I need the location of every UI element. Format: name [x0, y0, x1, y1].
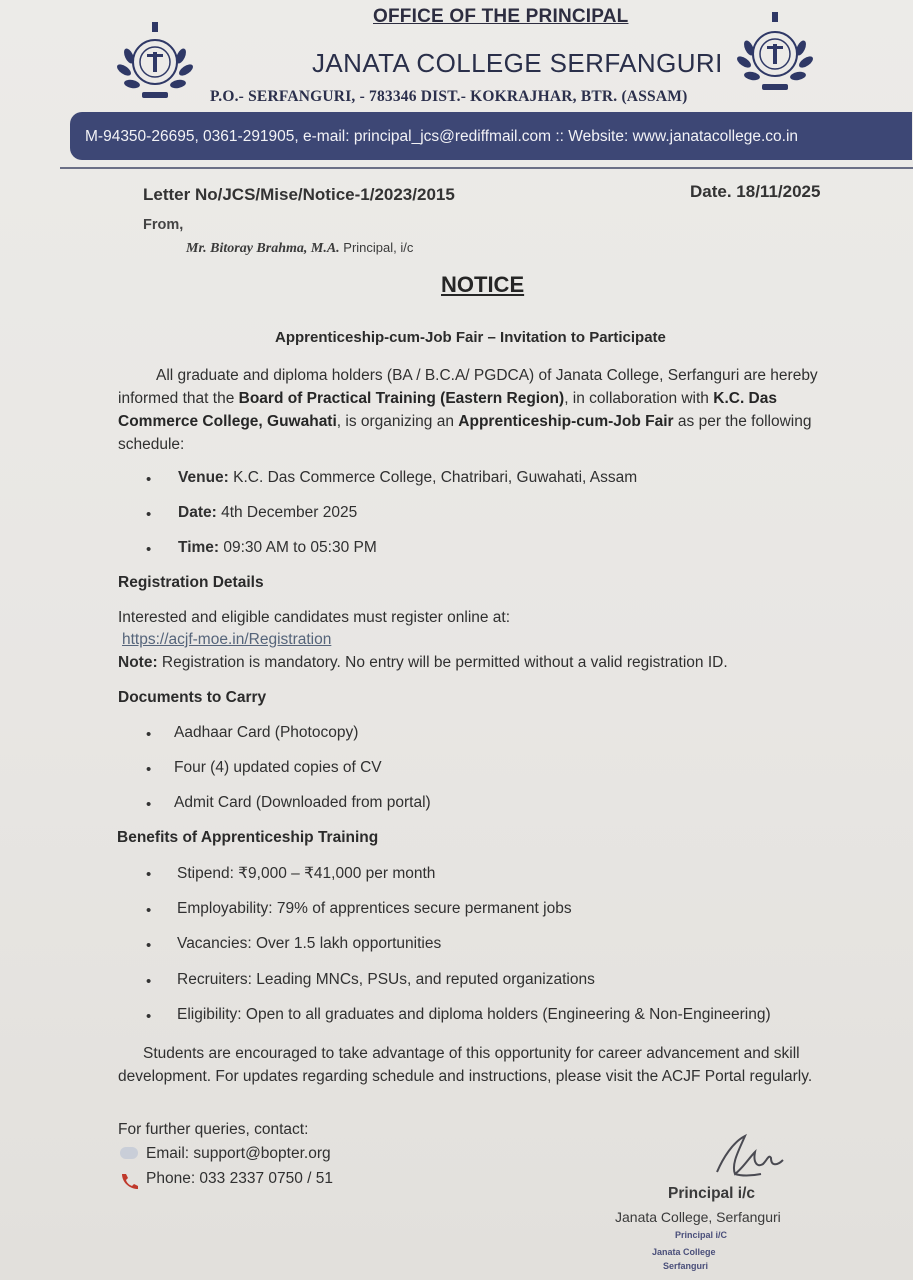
bullet-icon: • — [146, 726, 152, 743]
handwritten-signature — [705, 1128, 795, 1188]
bullet-icon: • — [146, 761, 152, 778]
bullet-icon: • — [146, 866, 152, 883]
bullet-icon: • — [146, 796, 152, 813]
office-heading: OFFICE OF THE PRINCIPAL — [373, 6, 629, 27]
schedule-date-value: 4th December 2025 — [216, 504, 358, 521]
contact-band-text: M-94350-26695, 0361-291905, e-mail: principal_jcs@rediffmail.com :: Website: www.janatacollege.co.in — [85, 128, 799, 145]
sender-name: Mr. Bitoray Brahma, M.A. — [186, 241, 340, 256]
registration-heading: Registration Details — [118, 574, 264, 591]
email-icon — [120, 1147, 138, 1159]
contact-heading: For further queries, contact: — [118, 1121, 309, 1138]
letter-date: Date. 18/11/2025 — [690, 182, 821, 201]
bullet-icon: • — [146, 902, 152, 919]
from-label: From, — [143, 217, 184, 233]
college-emblem-right-icon — [732, 8, 818, 94]
schedule-venue-label: Venue: — [178, 469, 229, 486]
signature-title: Principal i/c — [668, 1185, 756, 1202]
benefit-item: Employability: 79% of apprentices secure permanent jobs — [177, 900, 572, 917]
intro-bold-3: Apprenticeship-cum-Job Fair — [458, 413, 674, 430]
document-item: Aadhaar Card (Photocopy) — [174, 724, 359, 741]
notice-title: NOTICE — [441, 272, 525, 297]
note-text: Registration is mandatory. No entry will be permitted without a valid registration ID. — [157, 654, 728, 671]
schedule-venue — [178, 469, 637, 487]
intro-text-4: as per the following schedule: — [118, 413, 812, 453]
registration-link[interactable]: https://acjf-moe.in/Registration — [122, 631, 332, 648]
college-address: P.O.- SERFANGURI, - 783346 DIST.- KOKRAJHAR, BTR. (ASSAM) — [210, 88, 688, 105]
stamp-line-1: Principal i/C — [675, 1230, 728, 1240]
header-divider — [60, 167, 913, 169]
bullet-icon: • — [146, 471, 152, 488]
closing-paragraph: Students are encouraged to take advantage of this opportunity for career advancement and skill development. For updates regarding schedule and instructions, please visit the ACJF Portal regularly. — [118, 1045, 813, 1085]
bullet-icon: • — [146, 973, 152, 990]
contact-phone[interactable]: Phone: 033 2337 0750 / 51 — [146, 1170, 334, 1187]
intro-bold-2: K.C. Das Commerce College, Guwahati — [118, 390, 777, 430]
letter-number: Letter No/JCS/Mise/Notice-1/2023/2015 — [143, 185, 455, 204]
registration-note — [118, 654, 728, 672]
benefit-item: Recruiters: Leading MNCs, PSUs, and reputed organizations — [177, 971, 595, 988]
schedule-time-value: 09:30 AM to 05:30 PM — [219, 539, 377, 556]
benefit-item: Eligibility: Open to all graduates and diploma holders (Engineering & Non-Engineering) — [177, 1006, 771, 1023]
signature-org: Janata College, Serfanguri — [615, 1209, 781, 1225]
documents-heading: Documents to Carry — [118, 689, 267, 706]
bullet-icon: • — [146, 541, 152, 558]
benefits-heading: Benefits of Apprenticeship Training — [117, 829, 379, 846]
stamp-line-3: Serfanguri — [663, 1261, 709, 1271]
schedule-date — [178, 504, 357, 522]
bullet-icon: • — [146, 1008, 152, 1025]
intro-text-2: , in collaboration with — [564, 390, 714, 407]
stamp-line-2: Janata College — [652, 1247, 716, 1257]
intro-text-3: , is organizing an — [336, 413, 459, 430]
schedule-time — [178, 539, 377, 557]
benefit-item: Stipend: ₹9,000 – ₹41,000 per month — [177, 865, 436, 882]
intro-bold-1: Board of Practical Training (Eastern Region) — [238, 390, 565, 407]
notice-subject: Apprenticeship-cum-Job Fair – Invitation to Participate — [275, 329, 666, 346]
phone-icon — [119, 1172, 139, 1190]
benefit-item: Vacancies: Over 1.5 lakh opportunities — [177, 935, 442, 952]
bullet-icon: • — [146, 506, 152, 523]
schedule-venue-value: K.C. Das Commerce College, Chatribari, Guwahati, Assam — [228, 469, 638, 486]
bullet-icon: • — [146, 937, 152, 954]
note-label: Note: — [118, 654, 158, 671]
college-name: JANATA COLLEGE SERFANGURI — [312, 48, 723, 78]
contact-email[interactable]: Email: support@bopter.org — [146, 1145, 331, 1162]
sender-line — [186, 240, 413, 257]
schedule-time-label: Time: — [178, 539, 220, 556]
document-item: Four (4) updated copies of CV — [174, 759, 382, 776]
document-item: Admit Card (Downloaded from portal) — [174, 794, 431, 811]
intro-text-1: All graduate and diploma holders (BA / B.C.A/ PGDCA) of Janata College, Serfanguri are hereby informed that the — [118, 367, 818, 407]
intro-paragraph — [118, 364, 858, 456]
sender-title: Principal, i/c — [343, 240, 414, 255]
registration-text: Interested and eligible candidates must register online at: — [118, 609, 511, 626]
schedule-date-label: Date: — [178, 504, 217, 521]
college-emblem-left-icon — [112, 16, 198, 102]
